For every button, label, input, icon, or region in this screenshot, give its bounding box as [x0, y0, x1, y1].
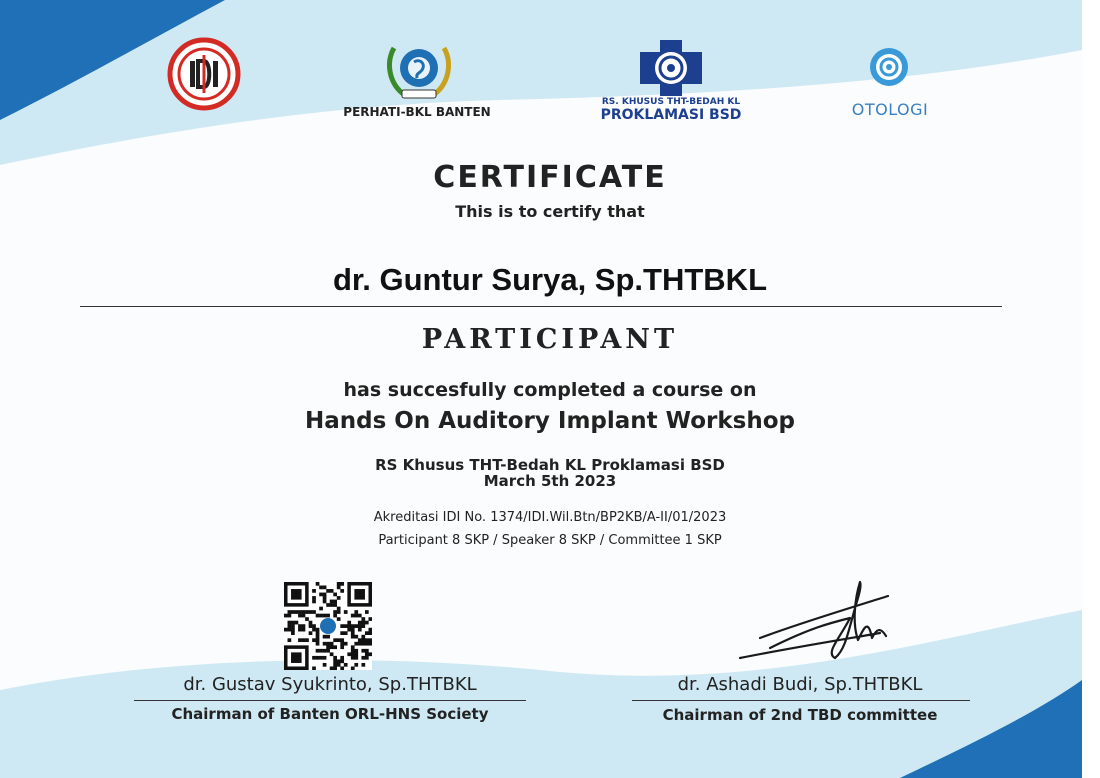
signatory-right-name: dr. Ashadi Budi, Sp.THTBKL	[677, 674, 923, 695]
idi-logo	[167, 37, 241, 111]
recipient-name: dr. Guntur Surya, Sp.THTBKL	[332, 262, 767, 297]
skp-credits: Participant 8 SKP / Speaker 8 SKP / Committee 1 SKP	[378, 533, 722, 548]
signatory-left-name: dr. Gustav Syukrinto, Sp.THTBKL	[183, 674, 477, 695]
accreditation-number: Akreditasi IDI No. 1374/IDI.Wil.Btn/BP2KB/A-II/01/2023	[373, 510, 727, 525]
otologi-caption: OTOLOGI	[851, 100, 929, 119]
signatory-left-title: Chairman of Banten ORL-HNS Society	[171, 705, 489, 723]
signatory-right-title: Chairman of 2nd TBD committee	[662, 706, 938, 724]
rs-proklamasi-caption-bottom: PROKLAMASI BSD	[600, 107, 742, 123]
rs-proklamasi-emblem-icon	[640, 40, 702, 96]
name-divider	[80, 306, 1002, 307]
certificate-title: CERTIFICATE	[433, 160, 667, 195]
signatory-right-line	[632, 700, 970, 701]
venue: RS Khusus THT-Bedah KL Proklamasi BSD	[375, 456, 725, 474]
signature-icon	[730, 578, 900, 668]
certificate-subtitle: This is to certify that	[455, 202, 645, 221]
course-intro: has succesfully completed a course on	[343, 379, 757, 401]
signatory-left-line	[134, 700, 526, 701]
perhati-emblem-icon	[384, 40, 454, 102]
recipient-role: PARTICIPANT	[421, 324, 679, 355]
qr-code-icon	[284, 582, 372, 670]
perhati-caption: PERHATI-BKL BANTEN	[343, 105, 491, 119]
event-date: March 5th 2023	[483, 472, 617, 490]
course-name: Hands On Auditory Implant Workshop	[305, 408, 795, 434]
rs-proklamasi-caption-top: RS. KHUSUS THT-BEDAH KL	[601, 97, 741, 107]
otologi-emblem-icon	[868, 46, 910, 88]
